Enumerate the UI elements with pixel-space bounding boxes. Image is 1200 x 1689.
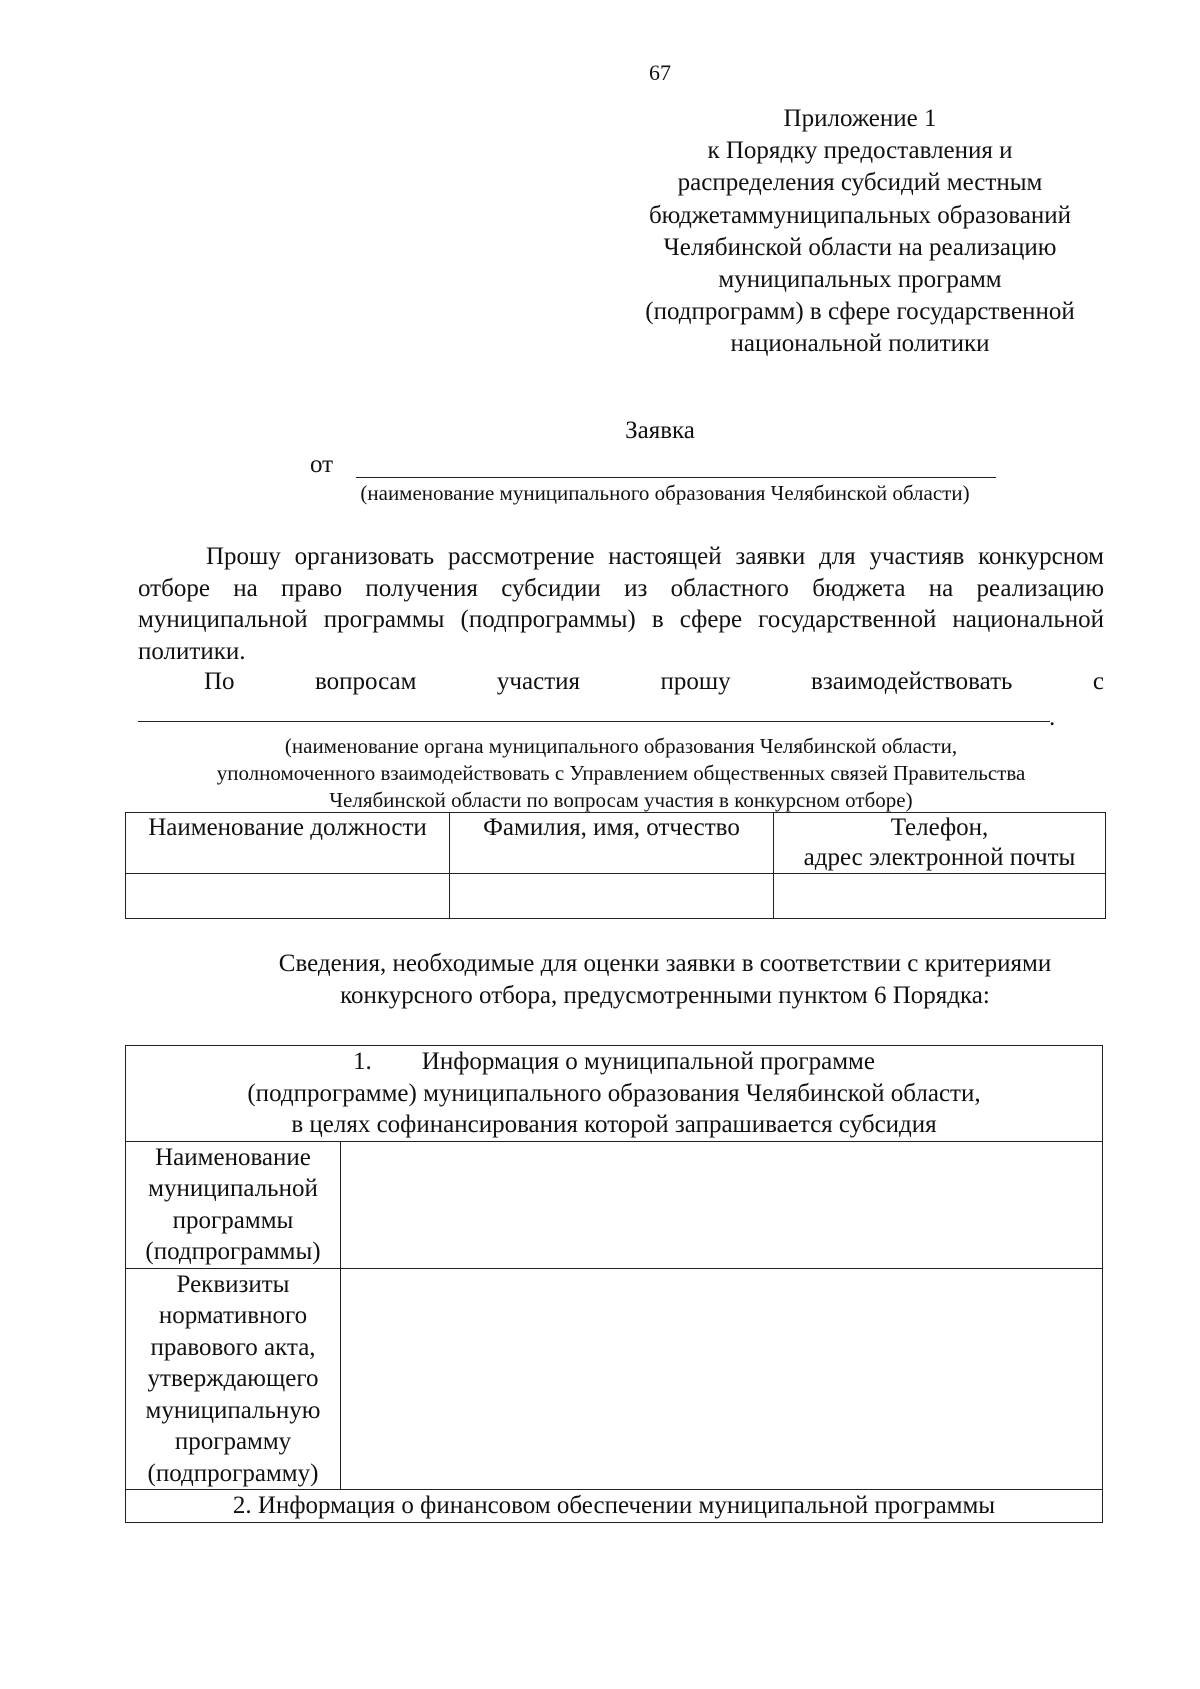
from-caption: (наименование муниципального образования Челябинской области) (360, 481, 970, 505)
appendix-line: Челябинской области на реализацию (663, 233, 1057, 261)
section-1-number: 1. (353, 1048, 372, 1075)
label-line: нормативного (158, 1302, 308, 1329)
header-email: адрес электронной почты (803, 844, 1076, 871)
section-2-heading: 2. Информация о финансовом обеспечении муниципальной программы (126, 1490, 1103, 1523)
header-position: Наименование должности (126, 813, 450, 874)
header-full-name: Фамилия, имя, отчество (450, 813, 774, 874)
questions-line (204, 668, 1104, 696)
org-caption-line: Челябинской области по вопросам участия в конкурсном отборе) (329, 788, 913, 812)
section-1-line: (подпрограмме) муниципального образования Челябинской области, (247, 1079, 981, 1107)
appendix-line: Приложение 1 (783, 105, 937, 132)
label-line: программу (174, 1428, 292, 1455)
questions-word: вопросам (315, 668, 417, 695)
appendix-line: бюджетаммуниципальных образований (648, 201, 1072, 229)
label-line: программы (172, 1206, 294, 1234)
label-line: утверждающего (147, 1365, 319, 1392)
appendix-header (600, 103, 1120, 361)
cell-position[interactable] (126, 874, 450, 919)
page-number: 67 (649, 60, 671, 85)
org-caption-line: (наименование органа муниципального образования Челябинской области, (284, 734, 958, 758)
header-contacts (774, 813, 1106, 874)
org-caption-line: уполномоченного взаимодействовать с Управлением общественных связей Правительства (216, 761, 1026, 785)
line-end-mark: . (1049, 704, 1056, 731)
from-fill-line[interactable] (356, 477, 996, 478)
questions-word: взаимодействовать (811, 668, 1013, 695)
info-heading-line: Сведения, необходимые для оценки заявки в соответствии с критериями (278, 950, 1052, 977)
questions-word: прошу (660, 668, 731, 695)
section-1-line: Информация о муниципальной программе (421, 1048, 875, 1075)
section-1-row (126, 1046, 1103, 1142)
appendix-line: национальной политики (730, 330, 990, 358)
questions-word: с (1092, 668, 1104, 695)
criteria-table (125, 1045, 1103, 1523)
label-line: Реквизиты (176, 1270, 290, 1298)
program-name-row (126, 1141, 1103, 1268)
label-line: муниципальную (145, 1396, 321, 1424)
contact-table (125, 812, 1106, 919)
application-title: Заявка (625, 417, 695, 444)
legal-act-label (126, 1268, 341, 1490)
legal-act-value-cell[interactable] (341, 1268, 1103, 1490)
from-label: от (310, 451, 334, 478)
contact-table-header-row (126, 813, 1106, 874)
section-1-heading (126, 1046, 1103, 1142)
label-line: Наименование (155, 1143, 311, 1171)
label-line: муниципальной (148, 1175, 318, 1202)
contact-table-row (126, 874, 1106, 919)
questions-word: участия (496, 668, 580, 695)
program-name-label (126, 1141, 341, 1268)
cell-full-name[interactable] (450, 874, 774, 919)
legal-act-row (126, 1268, 1103, 1490)
header-phone: Телефон, (890, 814, 989, 841)
info-heading (0, 948, 1200, 1011)
appendix-line: (подпрограмм) в сфере государственной (645, 298, 1075, 326)
cell-contacts[interactable] (774, 874, 1106, 919)
request-paragraph: Прошу организовать рассмотрение настоящей заявки для участияв конкурсном отборе на право получения субсидии из областного бюджета на реализацию муниципальной программы (подпрограммы) в сфере государственной национальной политики. (138, 543, 1104, 665)
appendix-line: муниципальных программ (718, 266, 1002, 294)
program-name-value-cell[interactable] (341, 1141, 1103, 1268)
label-line: (подпрограммы) (145, 1238, 321, 1265)
questions-word: По (204, 668, 235, 695)
appendix-line: распределения субсидий местным (677, 169, 1043, 197)
org-caption (138, 733, 1104, 814)
section-2-row (126, 1490, 1103, 1523)
contact-org-fill-line[interactable] (138, 721, 1050, 722)
label-line: (подпрограмму) (147, 1459, 319, 1487)
section-1-line: в целях софинансирования которой запрашивается субсидия (291, 1111, 937, 1138)
info-heading-line: конкурсного отбора, предусмотренными пунктом 6 Порядка: (340, 981, 990, 1009)
appendix-line: к Порядку предоставления и (707, 137, 1013, 165)
label-line: правового акта, (150, 1333, 316, 1361)
